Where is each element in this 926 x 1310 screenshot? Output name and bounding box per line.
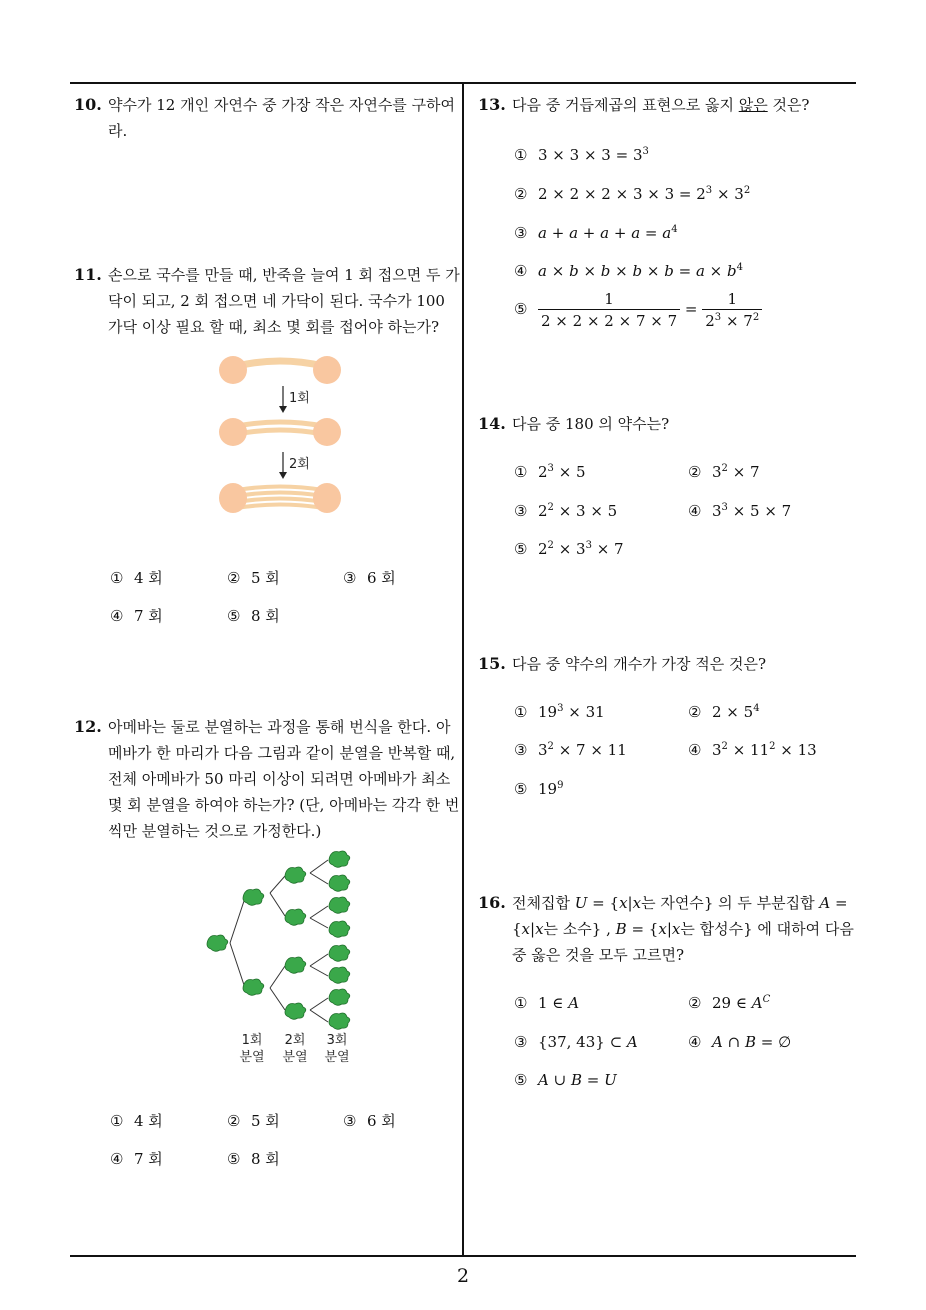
q11-option-1[interactable]: ① 4 회 <box>110 569 163 587</box>
page-number: 2 <box>456 1265 470 1287</box>
q16-option-2[interactable]: ② 29 ∈ $A^C$ <box>688 994 771 1012</box>
bottom-rule <box>70 1255 856 1257</box>
q15-option-2[interactable]: ② $2 \times 5^4$ <box>688 703 760 721</box>
q13-option-3[interactable]: ③ $a + a + a + a = a^4$ <box>514 224 678 242</box>
q13-option-1[interactable]: ① $3 \times 3 \times 3 = 3^3$ <box>514 146 649 164</box>
question-number: 15. <box>478 654 506 673</box>
q16-option-3[interactable]: ③ {37, 43} ⊂ A <box>514 1033 638 1051</box>
division-label-3-bottom: 분열 <box>324 1050 350 1065</box>
q11-option-5[interactable]: ⑤ 8 회 <box>227 607 280 625</box>
q12-option-2[interactable]: ② 5 회 <box>227 1112 280 1130</box>
q12-option-4[interactable]: ④ 7 회 <box>110 1150 163 1168</box>
q15-option-5[interactable]: ⑤ $19^9$ <box>514 780 564 798</box>
q12-option-5[interactable]: ⑤ 8 회 <box>227 1150 280 1168</box>
division-label-1-top: 1회 <box>241 1033 263 1048</box>
figure-label-fold-2: 2회 <box>289 457 310 472</box>
figure-label-fold-1: 1회 <box>289 391 310 406</box>
division-label-1-bottom: 분열 <box>239 1050 265 1065</box>
amoeba-gen-0 <box>207 935 228 951</box>
question-14 <box>478 411 858 437</box>
division-label-2-top: 2회 <box>284 1033 306 1048</box>
question-text: 전체집합 U = {x|x는 자연수} 의 두 부분집합 A = {x|x는 소수} , B = {x|x는 합성수} 에 대하여 다음 중 옳은 것을 모두 고르면? <box>512 894 854 964</box>
question-15 <box>478 651 858 677</box>
q11-option-4[interactable]: ④ 7 회 <box>110 607 163 625</box>
noodle-stage-3 <box>219 483 341 513</box>
question-text: 다음 중 약수의 개수가 가장 적은 것은? <box>512 655 767 673</box>
question-16 <box>478 890 860 968</box>
q13-option-2[interactable]: ② $2 \times 2 \times 2 \times 3 \times 3 = 2^3 \times 3^2$ <box>514 185 751 203</box>
q14-option-1[interactable]: ① $2^3 \times 5$ <box>514 463 586 481</box>
question-13 <box>478 92 858 118</box>
question-number: 11. <box>74 265 102 284</box>
q14-option-3[interactable]: ③ $2^2 \times 3 \times 5$ <box>514 502 618 520</box>
question-number: 12. <box>74 717 102 736</box>
noodle-stage-2 <box>219 418 341 446</box>
q15-option-1[interactable]: ① $19^3 \times 31$ <box>514 703 605 721</box>
question-text: 손으로 국수를 만들 때, 반죽을 늘여 1 회 접으면 두 가닥이 되고, 2 회 접으면 네 가닥이 된다. 국수가 100 가닥 이상 필요 할 때, 최소 몇 회를 접어야 하는가? <box>108 266 460 336</box>
q16-option-5[interactable]: ⑤ A ∪ B = U <box>514 1071 617 1089</box>
q14-option-5[interactable]: ⑤ $2^2 \times 3^3 \times 7$ <box>514 540 624 558</box>
division-label-2-bottom: 분열 <box>282 1050 308 1065</box>
question-number: 13. <box>478 95 506 114</box>
q16-option-1[interactable]: ① 1 ∈ A <box>514 994 580 1012</box>
question-12 <box>74 714 460 844</box>
q14-option-4[interactable]: ④ $3^3 \times 5 \times 7$ <box>688 502 792 520</box>
noodle-figure <box>215 348 345 523</box>
q12-option-1[interactable]: ① 4 회 <box>110 1112 163 1130</box>
q15-option-3[interactable]: ③ $3^2 \times 7 \times 11$ <box>514 741 627 759</box>
question-number: 16. <box>478 893 506 912</box>
q11-option-2[interactable]: ② 5 회 <box>227 569 280 587</box>
q13-option-5[interactable]: ⑤ $\frac{1}{2 \times 2 \times 2 \times 7 \times 7}$ = $\frac{1}{2^3 \times 7^2}$ <box>514 290 762 330</box>
q16-option-4[interactable]: ④ A ∩ B = ∅ <box>688 1033 792 1051</box>
question-number: 10. <box>74 95 102 114</box>
question-10 <box>74 92 460 144</box>
question-number: 14. <box>478 414 506 433</box>
q15-option-4[interactable]: ④ $3^2 \times 11^2 \times 13$ <box>688 741 817 759</box>
column-divider <box>462 82 464 1257</box>
question-text: 다음 중 180 의 약수는? <box>512 415 670 433</box>
q12-option-3[interactable]: ③ 6 회 <box>343 1112 396 1130</box>
q13-option-4[interactable]: ④ $a \times b \times b \times b \times b = a \times b^4$ <box>514 262 743 280</box>
amoeba-division-figure <box>200 848 370 1068</box>
q14-option-2[interactable]: ② $3^2 \times 7$ <box>688 463 760 481</box>
q11-option-3[interactable]: ③ 6 회 <box>343 569 396 587</box>
question-text: 아메바는 둘로 분열하는 과정을 통해 번식을 한다. 아메바가 한 마리가 다음 그림과 같이 분열을 반복할 때, 전체 아메바가 50 마리 이상이 되려면 아메바가 최소 몇 회 분열을 하여야 하는가? (단, 아메바는 각각 한 번씩만 분열하는 것으로 가정한다.) <box>108 718 460 840</box>
question-text: 다음 중 거듭제곱의 표현으로 옳지 않은 것은? <box>512 96 810 114</box>
question-text: 약수가 12 개인 자연수 중 가장 작은 자연수를 구하여 라. <box>108 96 456 140</box>
noodle-stage-1 <box>219 356 341 384</box>
question-11 <box>74 262 460 340</box>
division-label-3-top: 3회 <box>326 1033 348 1048</box>
